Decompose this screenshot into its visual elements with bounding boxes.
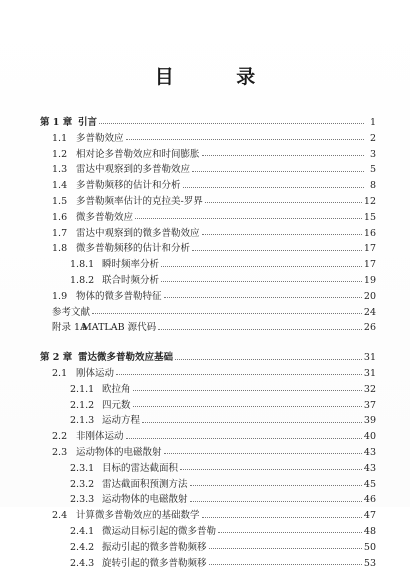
toc-subentry[interactable] <box>40 555 376 570</box>
toc-number: 1.8.2 <box>70 274 95 286</box>
toc-page: 17 <box>363 243 376 255</box>
toc-subentry[interactable] <box>40 476 376 492</box>
toc-page: 48 <box>363 525 376 537</box>
page-title: 目 录 <box>154 66 284 88</box>
toc-leader <box>183 187 364 188</box>
toc-entry[interactable] <box>40 209 376 225</box>
toc-leader <box>190 501 362 502</box>
toc-number: 1.8 <box>52 243 68 255</box>
toc-number: 1.9 <box>52 290 68 302</box>
toc-leader <box>126 139 364 140</box>
toc-leader <box>126 438 362 439</box>
toc-number: 2.4.1 <box>70 525 95 537</box>
toc-title: 目标的雷达截面积 <box>102 462 179 474</box>
toc-entry[interactable] <box>40 193 376 209</box>
toc-title: 非刚体运动 <box>76 431 124 443</box>
toc-subentry[interactable] <box>40 412 376 428</box>
toc-page: 31 <box>363 367 376 379</box>
toc-leader <box>205 202 362 203</box>
toc-entry[interactable] <box>40 130 376 146</box>
toc-title: 欧拉角 <box>102 383 131 395</box>
toc-title: 引言 <box>78 117 98 128</box>
toc-leader <box>175 359 362 360</box>
toc-title: 计算微多普勒效应的基础数学 <box>76 510 200 522</box>
toc-chapter-heading[interactable] <box>40 349 376 365</box>
toc-page: 16 <box>363 227 376 239</box>
toc-title: 雷达中观察到的多普勒效应 <box>76 164 191 176</box>
toc-leader <box>180 469 362 470</box>
toc-title: 雷达截面积预测方法 <box>102 478 188 490</box>
toc-title: 刚体运动 <box>76 367 115 379</box>
toc-page: 20 <box>363 290 376 302</box>
toc-page: 39 <box>363 415 376 427</box>
toc-title: 多普勒频移的估计和分析 <box>76 180 181 192</box>
toc-leader <box>164 453 362 454</box>
toc-number: 2.1.1 <box>70 383 95 395</box>
toc-leader <box>161 281 362 282</box>
toc-subentry[interactable] <box>40 256 376 272</box>
toc-page: 53 <box>363 557 376 569</box>
chapter2-entries <box>40 365 376 570</box>
toc-number: 2.3.2 <box>70 478 95 490</box>
toc-number: 1.8.1 <box>70 259 95 271</box>
toc-page: 45 <box>363 478 376 490</box>
toc-number: 第 1 章 <box>40 117 73 128</box>
toc-leader <box>133 390 362 391</box>
toc-title: 瞬时频率分析 <box>102 259 160 271</box>
toc-leader <box>202 155 364 156</box>
toc-number: 附录 1A <box>52 322 87 334</box>
toc-number: 2.3.3 <box>70 494 95 506</box>
toc-subentry[interactable] <box>40 539 376 555</box>
toc-title: 参考文献 <box>52 306 91 318</box>
toc-leader <box>202 517 362 518</box>
toc-leader <box>135 218 362 219</box>
toc-page: 24 <box>363 306 376 318</box>
toc-leader <box>209 564 362 565</box>
toc-entry[interactable] <box>40 177 376 193</box>
toc-number: 2.4 <box>52 510 68 522</box>
toc-leader <box>192 171 364 172</box>
toc-title: 四元数 <box>102 399 131 411</box>
toc-chapter-heading[interactable] <box>40 114 376 130</box>
toc-number: 1.6 <box>52 211 68 223</box>
toc-leader <box>158 329 362 330</box>
toc-number: 2.1.2 <box>70 399 95 411</box>
toc-entry[interactable] <box>40 225 376 241</box>
toc-entry[interactable] <box>40 288 376 304</box>
toc-title: 微多普勒频移的估计和分析 <box>76 243 191 255</box>
toc-subentry[interactable] <box>40 272 376 288</box>
toc-page: 26 <box>363 322 376 334</box>
toc-title: 雷达中观察到的微多普勒效应 <box>76 227 200 239</box>
toc-page: 15 <box>363 211 376 223</box>
toc-title: 运动方程 <box>102 415 141 427</box>
toc-title: 相对论多普勒效应和时间膨胀 <box>76 148 200 160</box>
toc-page: 3 <box>369 148 376 160</box>
toc-number: 2.1.3 <box>70 415 95 427</box>
toc-subentry[interactable] <box>40 491 376 507</box>
toc-number: 1.4 <box>52 180 68 192</box>
toc-title: 振动引起的微多普勒频移 <box>102 541 207 553</box>
toc-subentry[interactable] <box>40 460 376 476</box>
toc-title: 微多普勒效应 <box>76 211 134 223</box>
toc-leader <box>142 422 362 423</box>
toc-subentry[interactable] <box>40 523 376 539</box>
toc-number: 2.4.3 <box>70 557 95 569</box>
toc-page: 43 <box>363 446 376 458</box>
toc-page: 12 <box>363 195 376 207</box>
toc-page: 19 <box>363 274 376 286</box>
toc-title: 多普勒频率估计的克拉美-罗界 <box>76 195 203 207</box>
toc-title: 多普勒效应 <box>76 132 124 144</box>
toc-page: 50 <box>363 541 376 553</box>
toc-page: 8 <box>369 180 376 192</box>
toc-entry[interactable] <box>40 240 376 256</box>
toc-leader <box>133 406 362 407</box>
chapter-gap <box>40 335 376 349</box>
toc-number: 1.7 <box>52 227 68 239</box>
toc-entry[interactable] <box>40 507 376 523</box>
toc-number: 1.3 <box>52 164 68 176</box>
toc-leader <box>99 123 364 124</box>
toc-title: 物体的微多普勒特征 <box>76 290 162 302</box>
toc-page: 32 <box>363 383 376 395</box>
toc-leader <box>116 374 362 375</box>
toc-page: 5 <box>369 164 376 176</box>
toc-leader <box>161 266 362 267</box>
toc-leader <box>164 297 362 298</box>
toc-page: 1 <box>369 117 376 128</box>
toc-number: 2.1 <box>52 367 68 379</box>
toc-page: 47 <box>363 510 376 522</box>
toc-page: 40 <box>363 431 376 443</box>
toc-entry[interactable] <box>40 365 376 381</box>
toc-leader <box>202 234 362 235</box>
toc-entry[interactable] <box>40 146 376 162</box>
toc-leader <box>190 485 362 486</box>
toc-page: 2 <box>369 132 376 144</box>
toc-title: MATLAB 源代码 <box>82 322 157 334</box>
toc-number: 第 2 章 <box>40 352 73 364</box>
toc-references[interactable] <box>40 304 376 320</box>
toc-number: 2.2 <box>52 431 68 443</box>
toc-leader <box>209 548 362 549</box>
toc-appendix[interactable] <box>40 319 376 335</box>
toc-title: 运动物体的电磁散射 <box>102 494 188 506</box>
toc-number: 1.2 <box>52 148 68 160</box>
table-of-contents <box>40 114 376 570</box>
toc-page: 37 <box>363 399 376 411</box>
toc-title: 旋转引起的微多普勒频移 <box>102 557 207 569</box>
toc-page: 43 <box>363 462 376 474</box>
toc-number: 1.1 <box>52 132 68 144</box>
toc-leader <box>192 250 362 251</box>
toc-number: 2.4.2 <box>70 541 95 553</box>
toc-subentry[interactable] <box>40 397 376 413</box>
toc-entry[interactable] <box>40 161 376 177</box>
toc-title: 雷达微多普勒效应基础 <box>78 352 174 364</box>
toc-page: 46 <box>363 494 376 506</box>
toc-page: 31 <box>363 352 376 364</box>
toc-page: 17 <box>363 259 376 271</box>
toc-leader <box>218 532 362 533</box>
toc-entry[interactable] <box>40 444 376 460</box>
toc-title: 微运动目标引起的微多普勒 <box>102 525 217 537</box>
toc-subentry[interactable] <box>40 381 376 397</box>
toc-number: 2.3.1 <box>70 462 95 474</box>
toc-leader <box>92 313 362 314</box>
toc-title: 运动物体的电磁散射 <box>76 446 162 458</box>
toc-number: 1.5 <box>52 195 68 207</box>
toc-entry[interactable] <box>40 428 376 444</box>
toc-title: 联合时频分析 <box>102 274 160 286</box>
toc-number: 2.3 <box>52 446 68 458</box>
